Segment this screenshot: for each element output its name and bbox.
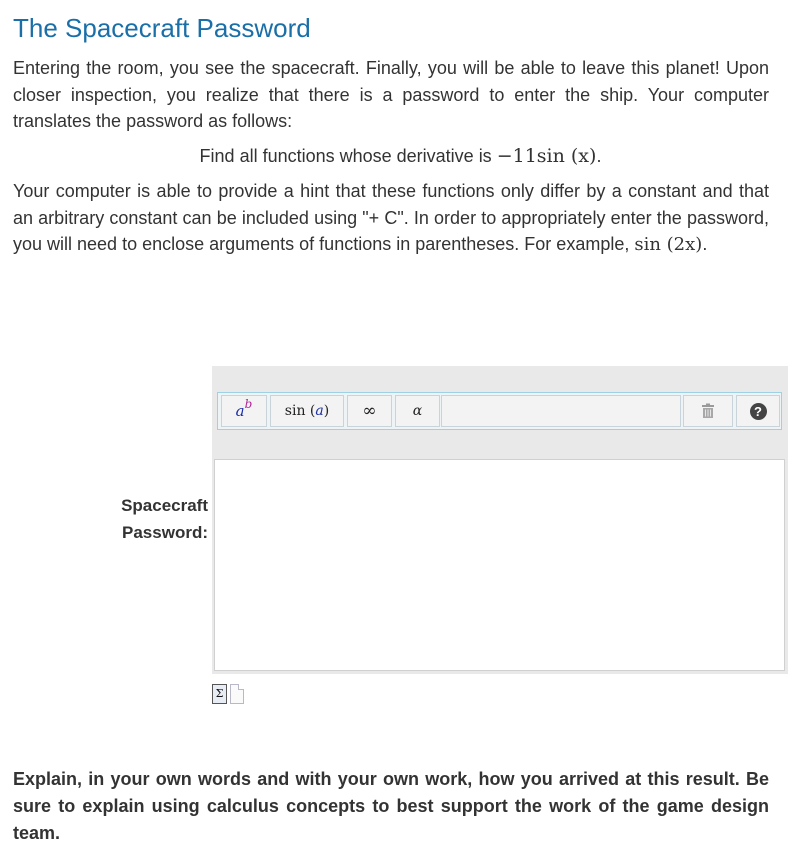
- equation-editor-icon[interactable]: Σ: [212, 684, 227, 704]
- math-editor: [212, 366, 788, 674]
- password-label-line1: Spacecraft: [121, 496, 208, 515]
- page-title: The Spacecraft Password: [13, 13, 311, 43]
- hint-paragraph: [13, 178, 769, 259]
- password-label: [82, 492, 208, 546]
- hint-text: Your computer is able to provide a hint that these functions only differ by a constant and that an arbitrary constant can be included using "+ C". In order to appropriately enter the password, you will need to enclose arguments of functions in parentheses. For example,: [13, 181, 769, 254]
- greek-alpha-button[interactable]: α: [395, 395, 440, 427]
- trash-button[interactable]: [683, 395, 733, 427]
- password-label-line2: Password:: [122, 523, 208, 542]
- power-button[interactable]: [221, 395, 267, 427]
- power-exponent: b: [244, 397, 253, 411]
- editor-icons: [212, 684, 248, 706]
- help-button[interactable]: [736, 395, 780, 427]
- sin-button[interactable]: sin ( a ): [270, 395, 344, 427]
- infinity-button[interactable]: ∞: [347, 395, 392, 427]
- problem-math: −11sin (x): [496, 145, 597, 167]
- trash-icon: [700, 403, 716, 419]
- math-toolbar: [217, 392, 782, 430]
- password-answer-input[interactable]: [214, 459, 785, 671]
- document-icon[interactable]: [230, 684, 244, 704]
- help-icon: ?: [750, 403, 767, 420]
- hint-end: .: [702, 234, 708, 254]
- sin-fn: sin: [284, 403, 306, 419]
- problem-statement: [0, 143, 801, 169]
- sin-arg: a: [315, 403, 324, 419]
- power-base: a: [235, 402, 245, 420]
- intro-paragraph: Entering the room, you see the spacecraft. Finally, you will be able to leave this planet! Upon closer inspection, you realize that there is a password to enter the ship. Your computer translates the password as follows:: [13, 58, 769, 131]
- toolbar-spacer: [441, 395, 681, 427]
- problem-text: Find all functions whose derivative is: [199, 146, 497, 166]
- hint-example-math: sin (2x): [634, 234, 703, 255]
- problem-end: .: [596, 146, 602, 166]
- explanation-instruction: Explain, in your own words and with your own work, how you arrived at this result. Be sure to explain using calculus concepts to best support the work of the game design team.: [13, 769, 769, 843]
